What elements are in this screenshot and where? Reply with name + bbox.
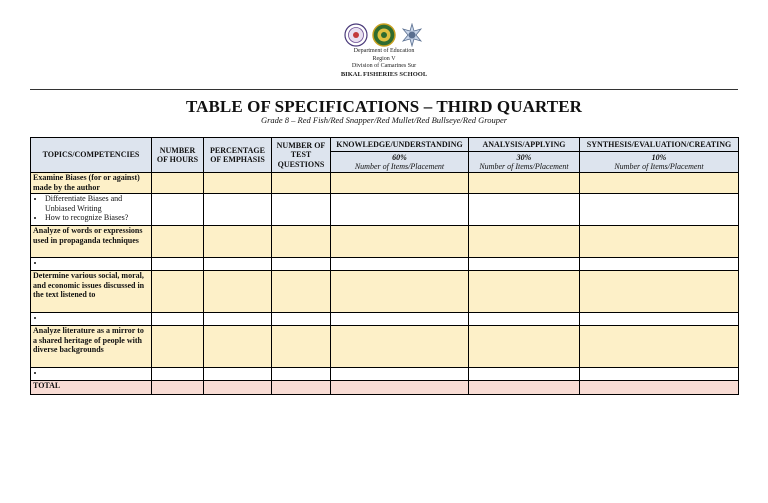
competency-text: Analyze literature as a mirror to a shared heritage of people with diverse backgrounds: [31, 326, 152, 368]
knowledge-cell[interactable]: [331, 368, 469, 381]
synthesis-cell[interactable]: [580, 258, 739, 271]
questions-cell[interactable]: [272, 226, 331, 258]
subtopic-item: • How to recognize Biases?: [45, 213, 149, 223]
col-header-synthesis: SYNTHESIS/EVALUATION/CREATING: [580, 138, 739, 152]
emphasis-cell[interactable]: [204, 194, 272, 226]
col-header-topics: TOPICS/COMPETENCIES: [31, 138, 152, 173]
items-placement-label: Number of Items/Placement: [354, 162, 445, 171]
synthesis-cell[interactable]: [580, 271, 739, 313]
questions-cell[interactable]: [272, 368, 331, 381]
knowledge-cell[interactable]: [331, 313, 469, 326]
questions-cell[interactable]: [272, 326, 331, 368]
emphasis-cell[interactable]: [204, 368, 272, 381]
knowledge-cell[interactable]: [331, 194, 469, 226]
analysis-cell[interactable]: [469, 258, 580, 271]
subtopic-list-cell: [31, 368, 152, 381]
table-row: [31, 271, 739, 313]
hours-cell[interactable]: [152, 326, 204, 368]
deped-seal-icon: [344, 23, 368, 47]
header-divider: [30, 89, 738, 90]
synthesis-cell[interactable]: [580, 173, 739, 194]
analysis-cell[interactable]: [469, 313, 580, 326]
col-header-emphasis: PERCENTAGE OF EMPHASIS: [204, 138, 272, 173]
synthesis-cell[interactable]: [580, 226, 739, 258]
knowledge-cell[interactable]: [331, 258, 469, 271]
competency-text: Examine Biases (for or against) made by the author: [31, 173, 152, 194]
competency-text: Determine various social, moral, and economic issues discussed in the text listened to: [31, 271, 152, 313]
subtopic-list-cell: [31, 258, 152, 271]
analysis-percent: 30%: [516, 153, 532, 162]
header-line-dept: Department of Education: [353, 48, 415, 54]
analysis-cell[interactable]: [469, 326, 580, 368]
col-header-analysis: ANALYSIS/APPLYING: [469, 138, 580, 152]
analysis-cell[interactable]: [469, 368, 580, 381]
school-name: BIKAL FISHERIES SCHOOL: [340, 70, 428, 78]
hours-cell[interactable]: [152, 258, 204, 271]
subtopic-item: [45, 258, 149, 268]
division-seal-icon: [372, 23, 396, 47]
emphasis-cell[interactable]: [204, 271, 272, 313]
subtopic-list-cell: [31, 194, 152, 226]
hours-cell[interactable]: [152, 313, 204, 326]
total-synthesis-cell[interactable]: [580, 381, 739, 395]
document-subtitle: Grade 8 – Red Fish/Red Snapper/Red Mullet/Red Bullseye/Red Grouper: [260, 115, 508, 125]
document-header: [0, 22, 768, 78]
items-placement-label: Number of Items/Placement: [479, 162, 569, 171]
emphasis-cell[interactable]: [204, 258, 272, 271]
knowledge-cell[interactable]: [331, 226, 469, 258]
analysis-cell[interactable]: [469, 173, 580, 194]
synthesis-cell[interactable]: [580, 326, 739, 368]
knowledge-cell[interactable]: [331, 173, 469, 194]
total-knowledge-cell[interactable]: [331, 381, 469, 395]
knowledge-percent: 60%: [392, 153, 407, 162]
emphasis-cell[interactable]: [204, 313, 272, 326]
competency-text: Analyze of words or expressions used in propaganda techniques: [31, 226, 152, 258]
total-emphasis-cell[interactable]: [204, 381, 272, 395]
col-header-questions: NUMBER OF TEST QUESTIONS: [272, 138, 331, 173]
header-line-region: Region V: [372, 55, 396, 62]
col-header-hours: NUMBER OF HOURS: [152, 138, 204, 173]
items-placement-label: Number of Items/Placement: [614, 162, 704, 171]
col-header-knowledge: KNOWLEDGE/UNDERSTANDING: [331, 138, 469, 152]
analysis-cell[interactable]: [469, 194, 580, 226]
subtopic-item: [45, 313, 149, 323]
hours-cell[interactable]: [152, 226, 204, 258]
questions-cell[interactable]: [272, 173, 331, 194]
table-row: [31, 258, 739, 271]
total-questions-cell[interactable]: [272, 381, 331, 395]
analysis-cell[interactable]: [469, 271, 580, 313]
knowledge-subheader: [331, 152, 469, 173]
emphasis-cell[interactable]: [204, 226, 272, 258]
table-row: [31, 194, 739, 226]
total-hours-cell[interactable]: [152, 381, 204, 395]
hours-cell[interactable]: [152, 194, 204, 226]
synthesis-subheader: [580, 152, 739, 173]
specifications-table: [30, 137, 739, 395]
questions-cell[interactable]: [272, 194, 331, 226]
hours-cell[interactable]: [152, 173, 204, 194]
questions-cell[interactable]: [272, 271, 331, 313]
total-row: [31, 381, 739, 395]
synthesis-cell[interactable]: [580, 368, 739, 381]
logo-group: [0, 22, 768, 48]
questions-cell[interactable]: [272, 313, 331, 326]
synthesis-cell[interactable]: [580, 194, 739, 226]
school-seal-icon: [400, 23, 424, 47]
table-row: [31, 173, 739, 194]
knowledge-cell[interactable]: [331, 326, 469, 368]
synthesis-percent: 10%: [651, 153, 667, 162]
questions-cell[interactable]: [272, 258, 331, 271]
emphasis-cell[interactable]: [204, 326, 272, 368]
table-row: [31, 313, 739, 326]
table-row: [31, 368, 739, 381]
hours-cell[interactable]: [152, 368, 204, 381]
subtopic-item: • Differentiate Biases and Unbiased Writing: [45, 194, 149, 213]
synthesis-cell[interactable]: [580, 313, 739, 326]
table-row: [31, 326, 739, 368]
total-label: TOTAL: [31, 381, 152, 395]
analysis-cell[interactable]: [469, 226, 580, 258]
knowledge-cell[interactable]: [331, 271, 469, 313]
document-title: TABLE OF SPECIFICATIONS – THIRD QUARTER: [185, 97, 583, 116]
analysis-subheader: [469, 152, 580, 173]
emphasis-cell[interactable]: [204, 173, 272, 194]
table-row: [31, 226, 739, 258]
header-line-division: Division of Camarines Sur: [351, 63, 417, 69]
subtopic-list-cell: [31, 313, 152, 326]
hours-cell[interactable]: [152, 271, 204, 313]
total-analysis-cell[interactable]: [469, 381, 580, 395]
subtopic-item: [45, 368, 149, 378]
